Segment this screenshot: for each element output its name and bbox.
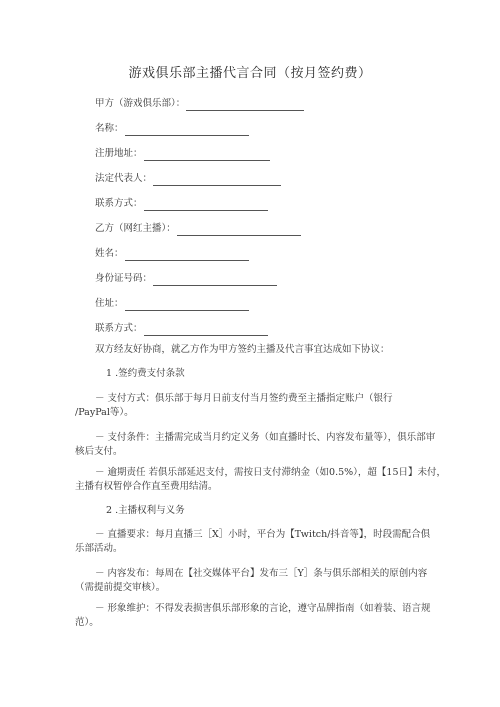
party-b-name-blank[interactable] [125, 250, 249, 261]
party-a-field [95, 97, 304, 111]
section-1-item-3-line-2: 主播有权暂停合作直至费用结清。 [75, 481, 218, 492]
section-1-item-3-line-1: － 逾期责任 若俱乐部延迟支付，需按日支付滞纳金（如0.5%），超【15日】未付， [95, 467, 447, 478]
intro-paragraph: 双方经友好协商，就乙方作为甲方签约主播及代言事宜达成如下协议： [95, 344, 390, 355]
section-2-item-2-line-1: － 内容发布：每周在【社交媒体平台】发布三［Y］条与俱乐部相关的原创内容 [95, 568, 428, 579]
party-a-blank[interactable] [186, 100, 304, 111]
party-a-address-field [95, 147, 270, 161]
section-2-heading: 2 .主播权利与义务 [106, 505, 185, 516]
party-b-name-label: 姓名： [95, 248, 124, 259]
party-b-field [95, 222, 301, 236]
party-b-label: 乙方（网红主播）： [95, 223, 176, 234]
section-2-item-3-line-2: 范）。 [75, 617, 99, 628]
party-b-contact-field [95, 322, 268, 336]
section-1-item-1-line-1: － 支付方式：俱乐部于每月日前支付当月签约费至主播指定账户（银行 [95, 393, 393, 404]
section-2-item-3-line-1: － 形象维护：不得发表损害俱乐部形象的言论，遵守品牌指南（如着装、语言规 [95, 603, 431, 614]
party-b-contact-blank[interactable] [144, 325, 268, 336]
section-2-item-1-line-2: 乐部活动。 [75, 543, 123, 554]
party-a-name-label: 名称： [95, 123, 124, 134]
party-a-rep-field [95, 172, 281, 186]
party-a-address-blank[interactable] [144, 150, 270, 161]
section-2-item-2-line-2: （需提前提交审核）。 [75, 582, 166, 593]
party-b-id-blank[interactable] [153, 275, 277, 286]
party-b-id-field [95, 272, 277, 286]
section-1-item-2-line-2: 核后支付。 [75, 446, 123, 457]
party-a-contact-label: 联系方式： [95, 198, 143, 209]
party-a-contact-field [95, 197, 268, 211]
section-1-item-1-line-2: /PayPal等）。 [75, 407, 134, 418]
party-b-id-label: 身份证号码： [95, 273, 153, 284]
section-1-item-2-line-1: － 支付条件：主播需完成当月约定义务（如直播时长、内容发布量等），俱乐部审 [95, 432, 436, 443]
section-2-item-1-line-1: － 直播要求：每月直播三［X］小时，平台为【Twitch/抖音等】，时段需配合俱 [95, 529, 431, 540]
party-b-address-field [95, 297, 249, 311]
party-b-address-blank[interactable] [125, 300, 249, 311]
party-b-contact-label: 联系方式： [95, 323, 143, 334]
document-title: 游戏俱乐部主播代言合同（按月签约费） [128, 66, 372, 81]
party-a-rep-blank[interactable] [153, 175, 281, 186]
party-b-address-label: 住址： [95, 298, 124, 309]
party-b-blank[interactable] [177, 225, 301, 236]
party-a-address-label: 注册地址： [95, 148, 143, 159]
section-1-heading: 1 .签约费支付条款 [106, 368, 185, 379]
party-a-rep-label: 法定代表人： [95, 173, 153, 184]
party-a-label: 甲方（游戏俱乐部）： [95, 98, 186, 109]
party-b-name-field [95, 247, 249, 261]
party-a-contact-blank[interactable] [144, 200, 268, 211]
party-a-name-blank[interactable] [125, 125, 249, 136]
party-a-name-field [95, 122, 249, 136]
